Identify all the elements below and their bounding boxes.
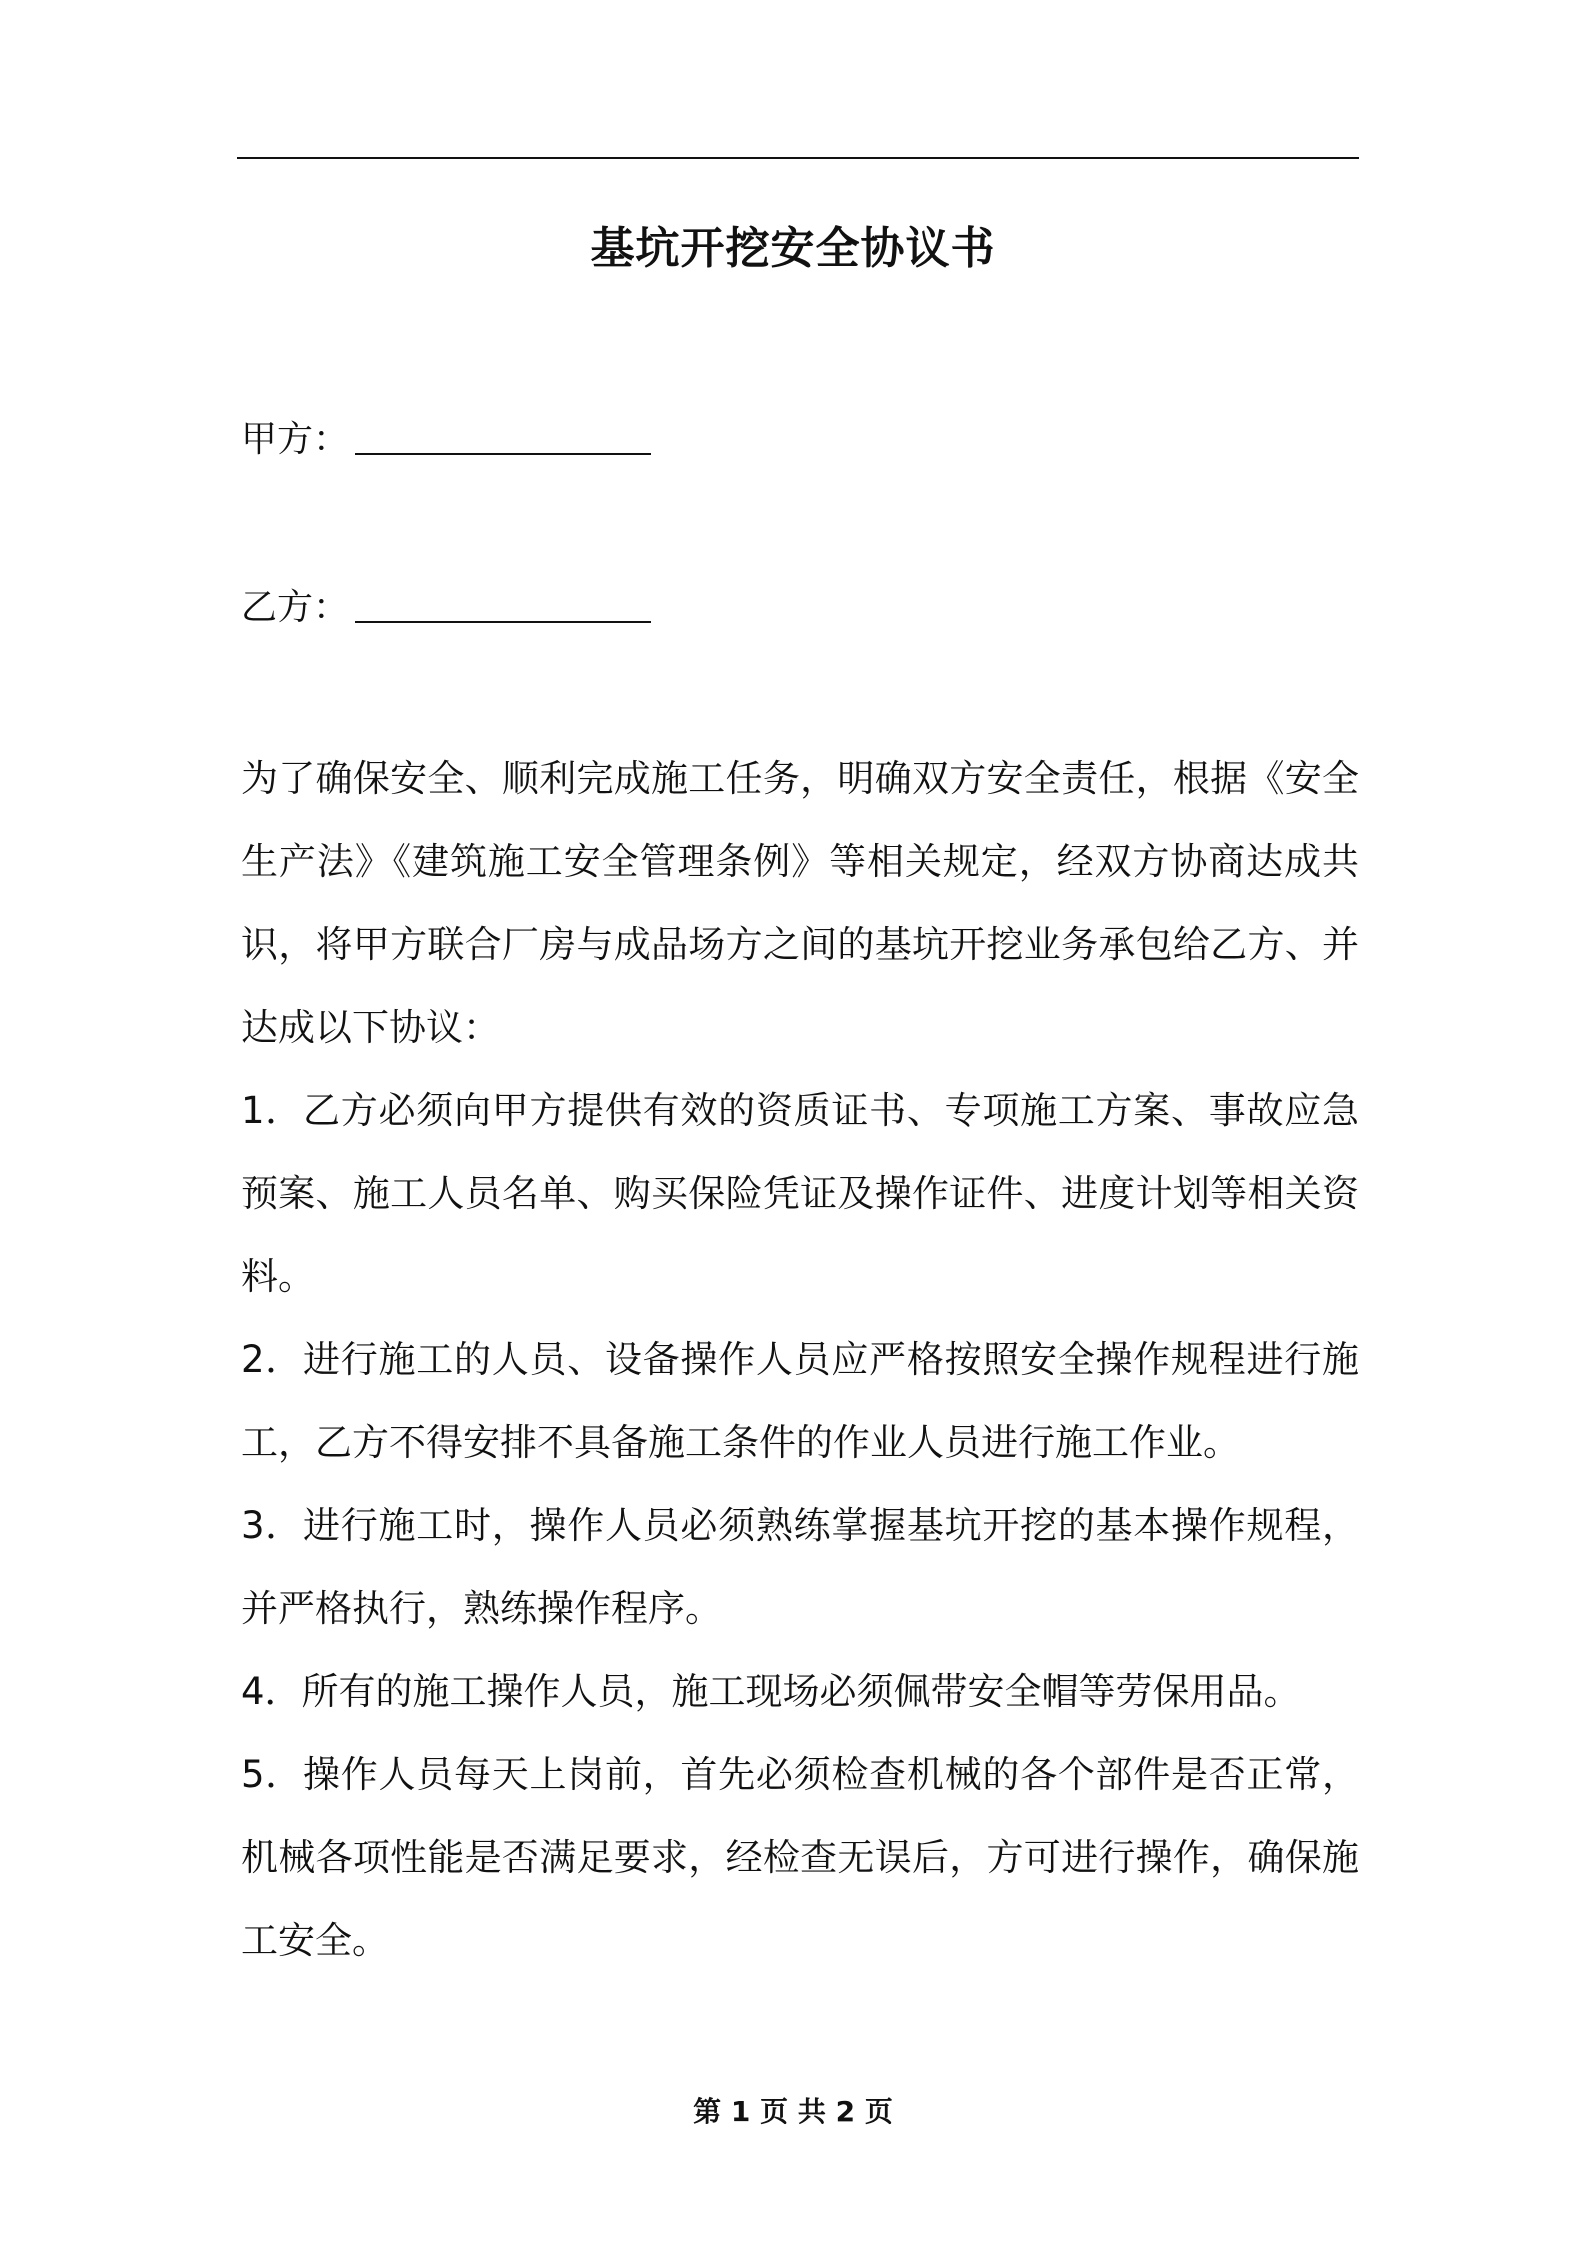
document-title: 基坑开挖安全协议书 — [590, 223, 996, 274]
clause-4: 4．所有的施工操作人员，施工现场必须佩带安全帽等劳保用品。 — [241, 1670, 1301, 1713]
party-b-blank — [355, 585, 651, 623]
page-number-footer: 第 1 页 共 2 页 — [693, 2095, 893, 2128]
header-rule — [237, 157, 1359, 159]
clause-5: 5．操作人员每天上岗前，首先必须检查机械的各个部件是否正常，机械各项性能是否满足要求，经检查无误后，方可进行操作，确保施工安全。 — [241, 1753, 1359, 1962]
clause-3: 3．进行施工时，操作人员必须熟练掌握基坑开挖的基本操作规程，并严格执行，熟练操作程序。 — [241, 1504, 1359, 1630]
party-a-label: 甲方： — [241, 419, 350, 460]
party-b-line — [241, 578, 651, 638]
party-a-line — [241, 410, 651, 470]
party-a-blank — [355, 417, 651, 455]
party-b-label: 乙方： — [241, 587, 350, 628]
intro-paragraph: 为了确保安全、顺利完成施工任务，明确双方安全责任，根据《安全生产法》《建筑施工安全管理条例》等相关规定，经双方协商达成共识，将甲方联合厂房与成品场方之间的基坑开挖业务承包给乙方、并达成以下协议： — [241, 757, 1359, 1049]
clause-2: 2．进行施工的人员、设备操作人员应严格按照安全操作规程进行施工，乙方不得安排不具备施工条件的作业人员进行施工作业。 — [241, 1338, 1359, 1464]
agreement-body — [241, 737, 1359, 1982]
clause-1: 1．乙方必须向甲方提供有效的资质证书、专项施工方案、事故应急预案、施工人员名单、购买保险凭证及操作证件、进度计划等相关资料。 — [241, 1089, 1359, 1298]
